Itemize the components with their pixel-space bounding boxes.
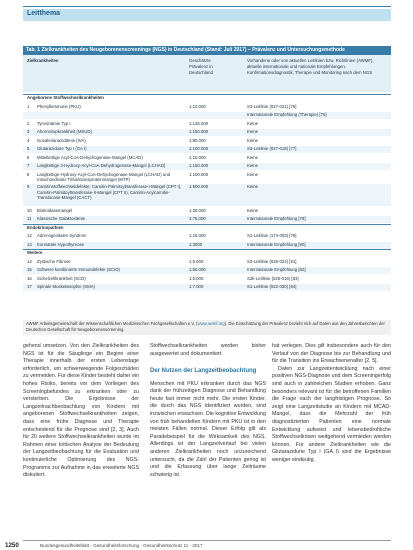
table-row [23,233,391,240]
cell-name: Carnitinstoffwechseldefekte: Carnitin-Palmitoyltransferase-I-Mangel (CPT I), Carnitin-Palmitoyltransferase-II-Mangel (CPT II), Carnitin-Acylcarnitin-Translocase-Mangel (CACT) [37,184,182,201]
cell-tool: Internationale Empfehlung (Therapie) [76] [247,112,327,117]
cell-tool: Keine [247,207,258,213]
table-row [23,104,391,111]
cell-name: Konnatale Hypothyreose [37,241,85,247]
cell-tool: S3-Leitlinie (026-022) [81] [247,258,297,264]
footnote-text-b: ). Die Einschätzung der Prävalenz bezieht sich auf Daten aus den Jahresberichten der Deutschen Gesellschaft für Neugeborenenscreening. [26,321,385,332]
row-divider [23,249,391,250]
cell-prev: 1:80.000 [189,137,206,143]
cell-prev: 1:500.000 [189,184,209,189]
cell-prev: 1:150.000 [189,129,209,134]
cell-num: 8 [27,171,30,177]
cell-prev: 1:100.000 [189,171,209,177]
footnote-text-a: AWMF Arbeitsgemeinschaft der Wissenschaftlichen Medizinischen Fachgesellschaften e.V. ( [26,321,198,326]
row-divider [23,224,391,225]
cell-tool: S1-Leitlinie (022-030) [84] [247,284,297,289]
section-label: Weitere [27,250,43,255]
table-section-row [23,95,391,102]
cell-num: 15 [27,267,32,272]
table-row [23,146,391,153]
cell-tool: S1-Leitlinie (174-003) [79] [247,233,297,238]
table-row [23,172,391,183]
table-row [23,121,391,128]
cell-name: Biotinidasemangel [37,207,73,213]
cell-name: Glutarazidurie Typ I (GA I) [37,146,87,151]
cell-prev: 1:50.000 [189,267,206,272]
section-bar [23,9,391,21]
section-title: Leitthema [27,10,61,17]
cell-name: Spinale Muskelatrophie (SMA) [37,284,96,289]
cell-tool: Keine [247,154,258,160]
section-label: Endokrinopathien [27,224,64,230]
cell-prev: 1:10.000 [189,103,206,109]
body-paragraph: Stoffwechselkrankheiten werden bisher ausgewertet und dokumentiert. [150,343,266,357]
cell-tool: S2k-Leitlinie (025-016) [83] [247,275,299,281]
table-row [23,267,391,274]
cell-num: 9 [27,184,30,189]
table-footnote [23,320,391,335]
cell-tool: Keine [247,184,258,189]
cell-prev: 1:3000 [189,241,203,247]
header-method: Vorhandene oder von aktuellen Leitlinien bzw. Richtlinien (AWMF), aktuelle internationale und nationale Empfehlungen, Konfirmationsdiagnostik, Therapie und Monitoring nach dem NGS [247,58,374,75]
table-row [23,259,391,266]
header-disease: Zielkrankheiten [27,58,59,63]
cell-name: Schwere kombinierte Immundefekte (SCID) [37,267,120,272]
cell-prev: 1:100.000 [189,146,209,151]
cell-name: Tyrosinämie Typ I [37,120,71,126]
cell-name: Ahornsirupkrankheit (MSUD) [37,129,92,134]
cell-num: 11 [27,216,32,221]
section-label: Angeborene Stoffwechselkrankheiten [27,95,104,100]
cell-num: 2 [27,120,30,126]
table-row [23,242,391,249]
table-row [23,216,391,223]
cell-name: Isovalerianazidämie (IVA) [37,137,86,143]
table-header [23,55,391,92]
cell-name: Klassische Galaktosämie [37,216,86,221]
cell-name: Mittelkettige Acyl-CoA-Dehydrogenase-Mangel (MCAD) [37,154,143,160]
cell-tool: Keine [247,137,258,143]
top-rule [23,6,391,7]
subsection-heading: Der Nutzen der Langzeitbeobachtung [150,368,257,375]
cell-name: Sichelzellkrankheit (SCD) [37,275,86,281]
cell-prev: 1:5.000 [189,275,204,281]
body-paragraph: gehend umsetzen. Von den Zielkrankheiten des NGS ist für die Säuglinge ein Beginn einer Therapie innerhalb der ersten Lebenstage erforderlich, um schwerwiegende Folgeschäden zu vermeiden. Für diese Kinder besteht daher ein hohes Risiko, bereits vor dem Vorliegen des Screeningbefundes zu erkranken oder zu versterben. Die Ergebnisse der Langzeitnachbeobachtung von Kindern mit angeborenen Stoffwechselkrankheiten zeigen, dass eine frühe Diagnose und Therapie entscheidend für die Prognose sind [2, 3]. Auch für 20 weitere Stoffwechselkrankheiten wurde im Rahmen einer kritischen Analyse der Bedeutung der Langzeitbeobachtung für die Evaluation und kontinuierliche Optimierung des NGS-Programms zur Aufnahme in das erweiterte NGS diskutiert. [23,343,140,479]
body-paragraph: Menschen mit PKU erkranken durch das NGS dank der frühzeitigen Diagnose und Behandlung heute fast immer nicht mehr. Die ersten Kinder, die durch das NGS identifiziert wurden, sind inzwischen erwachsen. Die kognitive Entwicklung von früh behandelten Kindern mit PKU ist in den meisten Fällen normal. Dieser Erfolg gilt als Paradebeispiel für die Wirksamkeit des NGS. Allerdings ist der Langzeitverlauf bei vielen anderen Zielkrankheiten noch unzureichend untersucht, da die Zahl der Patienten gering ist und die Erfassung über lange Zeiträume schwierig ist. [150,380,266,478]
page-number: 1250 [5,542,19,549]
cell-tool: Keine [247,171,258,177]
cell-name: Zystische Fibrose [37,258,71,264]
cell-num: 4 [27,137,30,143]
cell-num: 17 [27,284,32,289]
table-caption-text: Tab. 1 Zielkrankheiten des Neugeborenenscreenings (NGS) in Deutschland (Stand: Juli 2017) – Prävalenz und Untersuchungsmethode [26,47,345,53]
cell-prev: 1:75.000 [189,216,206,221]
table-row [23,284,391,291]
cell-num: 3 [27,129,30,134]
cell-prev: 1:5.000 [189,258,204,264]
cell-name: Adrenogenitales Syndrom [37,233,87,238]
body-paragraph: Daten zur Langzeitentwicklung nach einer positiven NGS-Diagnose und dem Screeningerfolg sind auch in zahlreichen Studien erhoben. Ganz besonders relevant ist für die betroffenen Familien die Frage nach der langfristigen Prognose. So zeigt eine Langzeitstudie an Kindern mit MCAD-Mangel, dass die Mehrzahl der früh diagnostizierten Patienten eine normale Entwicklung aufweist und lebensbedrohliche Stoffwechselkrisen weitgehend vermieden werden können. Für andere Zielkrankheiten wie die Glutarazidurie Typ I (GA I) sind die Ergebnisse weniger eindeutig. [272,365,391,463]
cell-num: 10 [27,207,32,213]
cell-tool: Keine [247,120,258,126]
cell-num: 16 [27,275,32,281]
cell-tool: S3-Leitlinie (027-018) [77] [247,146,297,151]
cell-prev: 1:7.000 [189,284,204,289]
body-column-1 [23,343,139,480]
cell-tool: Internationale Empfehlung [78] [247,216,306,221]
cell-num: 13 [27,241,32,247]
table-section-row [23,250,391,257]
table-section-row [23,225,391,232]
table-row [23,276,391,283]
cell-num: 14 [27,258,32,264]
cell-prev: 1:150.000 [189,163,209,168]
table-row [23,208,391,215]
table-row [23,155,391,162]
table-caption [23,46,391,55]
header-prevalence: Geschätzte Prävalenz in Deutschland [189,58,213,75]
journal-title: Bundesgesundheitsblatt - Gesundheitsforschung - Gesundheitsschutz 11 · 2017 [40,543,203,548]
table-row [23,163,391,170]
cell-name: Langkettige-Hydroxy-Acyl-CoA-Dehydrogenase-Mangel (LCHAD) und mitochondrialer Trifunktionsproteinmangel (MTP) [37,171,171,183]
cell-tool: Internationale Empfehlung [82] [247,267,306,272]
cell-tool: Internationale Empfehlung [80] [247,241,306,247]
cell-prev: 1:15.000 [189,233,206,238]
cell-name: Langkettige 3-Hydroxy-Acyl-CoA-Dehydrogenase-Mangel (LCHAD) [37,163,166,168]
cell-prev: 1:10.000 [189,154,206,160]
table-row [23,112,391,119]
table-row [23,184,391,206]
cell-num: 1 [27,103,30,109]
cell-tool: Keine [247,129,258,134]
cell-name: Phenylketonurie (PKU) [37,103,81,109]
footnote-link[interactable]: www.awmf.org [197,321,225,326]
table-row [23,129,391,136]
cell-prev: 1:135.000 [189,120,209,126]
cell-prev: 1:28.000 [189,207,206,213]
cell-num: 12 [27,233,32,238]
body-column-3 [272,343,391,465]
body-column-2 [150,343,266,479]
footer-rule [23,540,391,541]
cell-tool: S3-Leitlinie (027-021) [76] [247,103,297,109]
table-row [23,138,391,145]
cell-num: 6 [27,154,30,160]
cell-num: 5 [27,146,30,151]
row-divider [23,94,391,95]
cell-num: 7 [27,163,30,168]
body-paragraph: hat verlegen. Dies gilt insbesondere auch für den Verlauf von der Diagnose bis zur Behandlung und für die Transition ins Erwachsenenalter [2, 5]. [272,343,391,365]
cell-tool: Keine [247,163,258,168]
